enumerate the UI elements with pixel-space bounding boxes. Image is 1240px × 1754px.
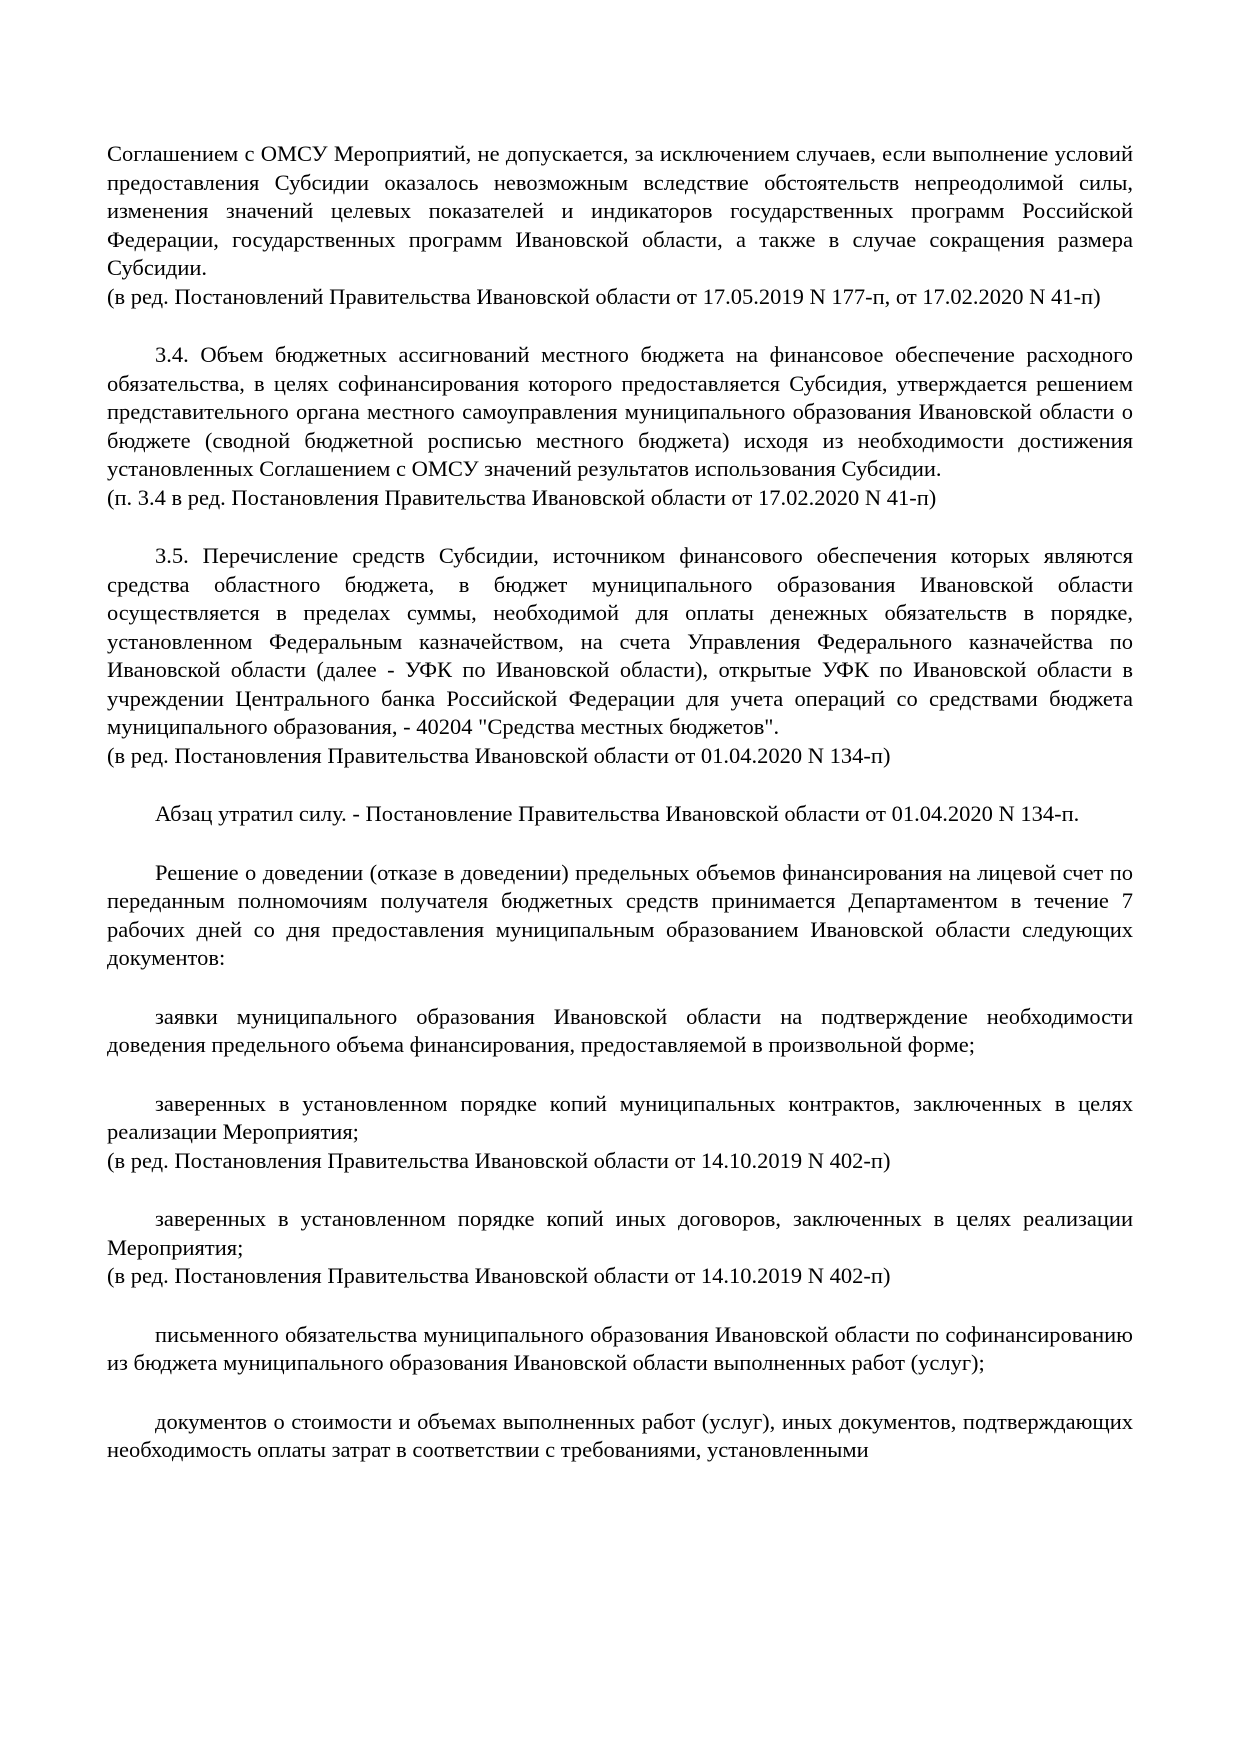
paragraph: 3.4. Объем бюджетных ассигнований местного бюджета на финансовое обеспечение расходного обязательства, в целях софинансирования которого предоставляется Субсидия, утверждается решением представительного органа местного самоуправления муниципального образования Ивановской области о бюджете (сводной бюджетной росписью местного бюджета) исходя из необходимости достижения установленных Соглашением с ОМСУ значений результатов использования Субсидии.	[107, 342, 1133, 481]
paragraph: Соглашением с ОМСУ Мероприятий, не допускается, за исключением случаев, если выполнение условий предоставления Субсидии оказалось невозможным вследствие обстоятельств непреодолимой силы, изменения значений целевых показателей и индикаторов государственных программ Российской Федерации, государственных программ Ивановской области, а также в случае сокращения размера Субсидии.	[107, 141, 1133, 280]
paragraph: (в ред. Постановления Правительства Ивановской области от 14.10.2019 N 402-п)	[107, 1147, 891, 1173]
paragraph: заявки муниципального образования Ивановской области на подтверждение необходимости доведения предельного объема финансирования, предоставляемой в произвольной форме;	[107, 1003, 1133, 1057]
document-body	[107, 140, 1133, 1465]
paragraph: заверенных в установленном порядке копий муниципальных контрактов, заключенных в целях реализации Мероприятия;	[107, 1090, 1133, 1144]
paragraph: (в ред. Постановления Правительства Ивановской области от 01.04.2020 N 134-п)	[107, 742, 891, 768]
paragraph: (п. 3.4 в ред. Постановления Правительства Ивановской области от 17.02.2020 N 41-п)	[107, 484, 937, 510]
paragraph: 3.5. Перечисление средств Субсидии, источником финансового обеспечения которых являются средства областного бюджета, в бюджет муниципального образования Ивановской области осуществляется в пределах суммы, необходимой для оплаты денежных обязательств в порядке, установленном Федеральным казначейством, на счета Управления Федерального казначейства по Ивановской области (далее - УФК по Ивановской области), открытые УФК по Ивановской области в учреждении Центрального банка Российской Федерации для учета операций со средствами бюджета муниципального образования, - 40204 "Средства местных бюджетов".	[107, 543, 1133, 739]
paragraph: заверенных в установленном порядке копий иных договоров, заключенных в целях реализации Мероприятия;	[107, 1206, 1133, 1260]
paragraph: документов о стоимости и объемах выполненных работ (услуг), иных документов, подтверждающих необходимость оплаты затрат в соответствии с требованиями, установленными	[107, 1408, 1133, 1462]
paragraph: письменного обязательства муниципального образования Ивановской области по софинансированию из бюджета муниципального образования Ивановской области выполненных работ (услуг);	[107, 1321, 1133, 1375]
paragraph: Абзац утратил силу. - Постановление Правительства Ивановской области от 01.04.2020 N 134-п.	[155, 801, 1080, 826]
paragraph: Решение о доведении (отказе в доведении) предельных объемов финансирования на лицевой счет по переданным полномочиям получателя бюджетных средств принимается Департаментом в течение 7 рабочих дней со дня предоставления муниципальным образованием Ивановской области следующих документов:	[107, 859, 1133, 970]
paragraph: (в ред. Постановления Правительства Ивановской области от 14.10.2019 N 402-п)	[107, 1263, 891, 1288]
paragraph: (в ред. Постановлений Правительства Ивановской области от 17.05.2019 N 177-п, от 17.02.2020 N 41-п)	[107, 283, 1101, 309]
